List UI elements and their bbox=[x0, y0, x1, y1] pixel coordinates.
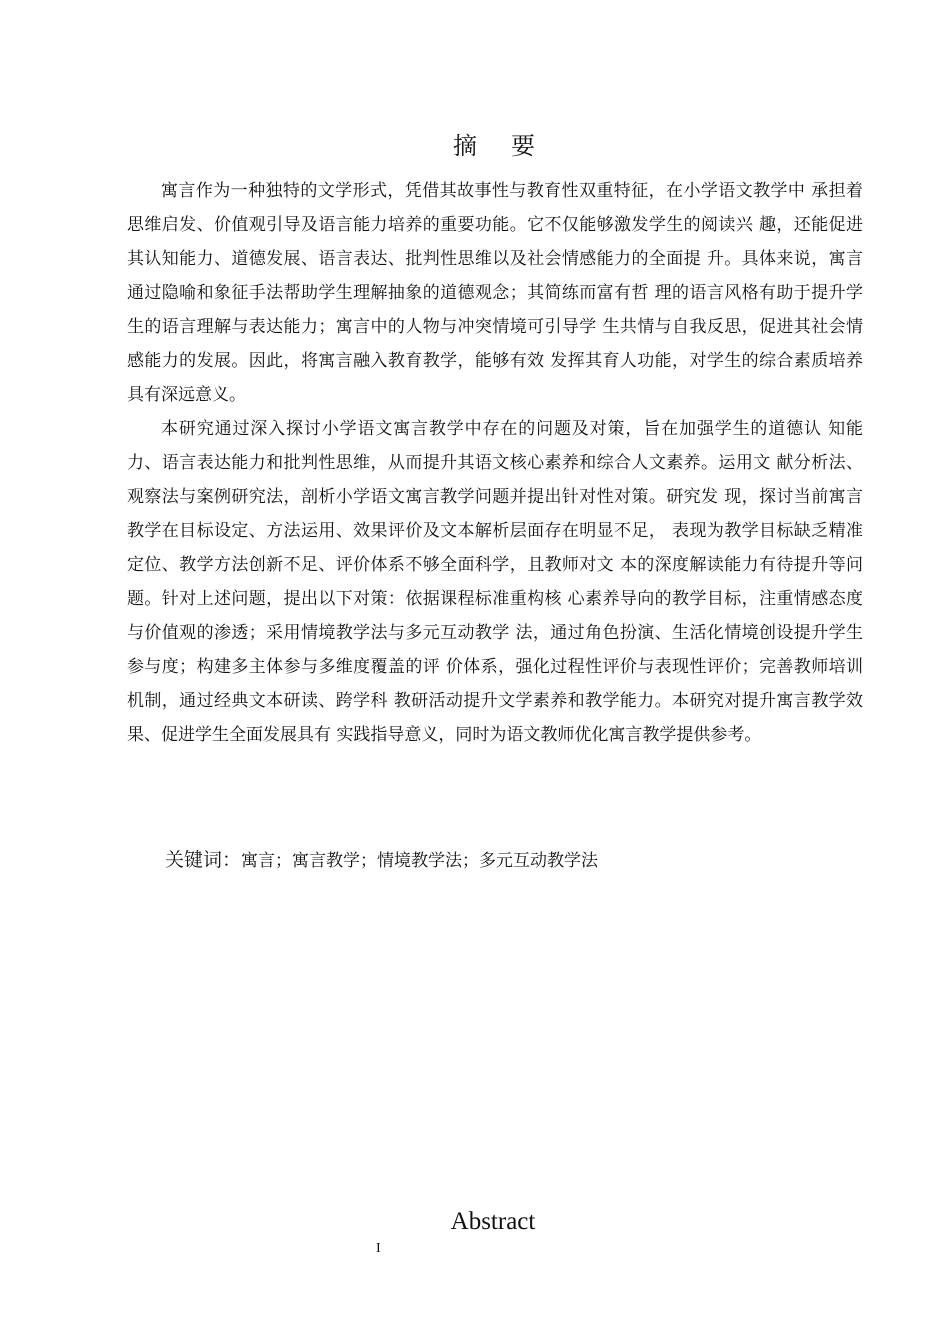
abstract-title bbox=[0, 126, 950, 161]
title-char-2: 要 bbox=[511, 132, 535, 160]
keywords-value: 寓言；寓言教学；情境教学法；多元互动教学法 bbox=[241, 851, 599, 871]
title-char-1: 摘 bbox=[453, 132, 477, 160]
abstract-body bbox=[127, 174, 863, 752]
page-number: I bbox=[376, 1241, 381, 1256]
abstract-paragraph-2: 本研究通过深入探讨小学语文寓言教学中存在的问题及对策，旨在加强学生的道德认 知能力、语言表达能力和批判性思维，从而提升其语文核心素养和综合人文素养。运用文 献分析法、观察法与案例研究法，剖析小学语文寓言教学问题并提出针对性对策。研究发 现，探讨当前寓言教学在目标设定、方法运用、效果评价及文本解析层面存在明显不足， 表现为教学目标缺乏精准定位、教学方法创新不足、评价体系不够全面科学，且教师对文 本的深度解读能力有待提升等问题。针对上述问题，提出以下对策：依据课程标准重构核 心素养导向的教学目标，注重情感态度与价值观的渗透；采用情境教学法与多元互动教学 法，通过角色扮演、生活化情境创设提升学生参与度；构建多主体参与多维度覆盖的评 价体系，强化过程性评价与表现性评价；完善教师培训机制，通过经典文本研读、跨学科 教研活动提升文学素养和教学能力。本研究对提升寓言教学效果、促进学生全面发展具有 实践指导意义，同时为语文教师优化寓言教学提供参考。 bbox=[127, 419, 863, 745]
english-abstract-heading: Abstract bbox=[450, 1208, 536, 1235]
keywords-line bbox=[165, 843, 598, 878]
keywords-label: 关键词： bbox=[165, 849, 242, 871]
abstract-paragraph-1: 寓言作为一种独特的文学形式，凭借其故事性与教育性双重特征，在小学语文教学中 承担着思维启发、价值观引导及语言能力培养的重要功能。它不仅能够激发学生的阅读兴 趣，还能促进其认知能力、道德发展、语言表达、批判性思维以及社会情感能力的全面提 升。具体来说，寓言通过隐喻和象征手法帮助学生理解抽象的道德观念；其简练而富有哲 理的语言风格有助于提升学生的语言理解与表达能力；寓言中的人物与冲突情境可引导学 生共情与自我反思，促进其社会情感能力的发展。因此，将寓言融入教育教学，能够有效 发挥其育人功能，对学生的综合素质培养具有深远意义。 bbox=[127, 181, 863, 405]
